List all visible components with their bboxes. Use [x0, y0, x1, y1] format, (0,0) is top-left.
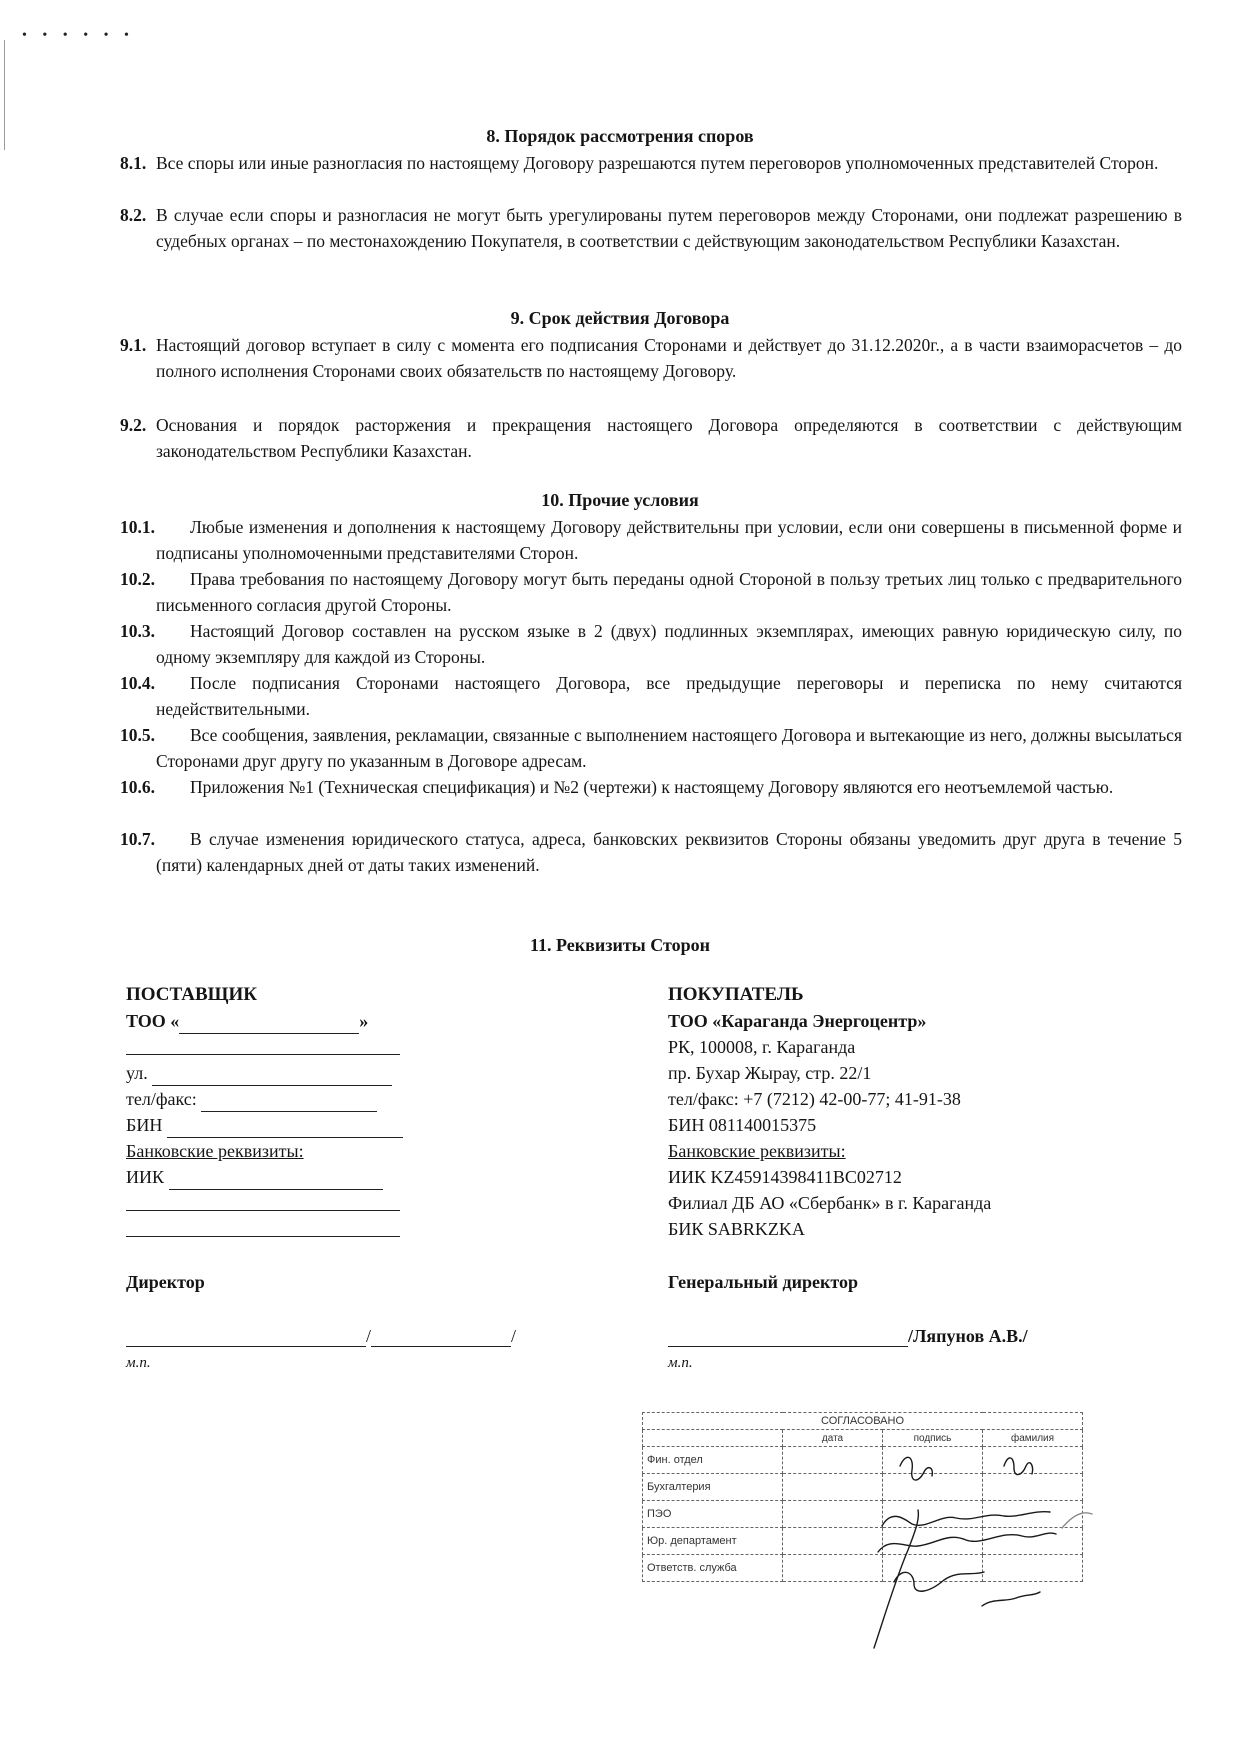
supplier-extra-line	[126, 1216, 416, 1242]
clause-text: Все споры или иные разногласия по настоящему Договору разрешаются путем переговоров уполномоченных представителей Сторон.	[156, 153, 1159, 173]
handwritten-signatures	[642, 1412, 1112, 1652]
approval-row-label: Юр. департамент	[643, 1528, 783, 1555]
supplier-bin-label: БИН	[126, 1115, 163, 1135]
approval-col-sign: подпись	[883, 1430, 983, 1447]
clause-10-4	[120, 670, 1182, 722]
clause-text: Основания и порядок расторжения и прекращения настоящего Договора определяются в соответствии с действующим законодательством Республики Казахстан.	[156, 415, 1182, 461]
supplier-street-label: ул.	[126, 1063, 148, 1083]
clause-text: Приложения №1 (Техническая спецификация) и №2 (чертежи) к настоящему Договору являются его неотъемлемой частью.	[190, 777, 1114, 797]
sign-separator: /	[511, 1326, 517, 1346]
supplier-company-line	[126, 1008, 416, 1034]
buyer-address-1: РК, 100008, г. Караганда	[668, 1037, 856, 1057]
approval-row-label: Ответств. служба	[643, 1555, 783, 1582]
buyer-phone: тел/факс: +7 (7212) 42-00-77; 41-91-38	[668, 1089, 961, 1109]
supplier-company-blank[interactable]	[179, 1015, 359, 1034]
buyer-details	[668, 982, 1168, 1242]
clause-10-3	[120, 618, 1182, 670]
clause-number: 10.7.	[120, 829, 155, 849]
signature-scribble	[894, 1572, 984, 1591]
clause-8-2	[120, 202, 1182, 254]
supplier-details	[126, 982, 416, 1242]
signature-scribble	[982, 1592, 1040, 1606]
clause-number: 8.2.	[120, 205, 147, 225]
signature-scribble	[1004, 1458, 1033, 1475]
approval-row-label: Бухгалтерия	[643, 1474, 783, 1501]
supplier-street-line	[126, 1060, 416, 1086]
approval-row-label: ПЭО	[643, 1501, 783, 1528]
clause-text: Настоящий Договор составлен на русском языке в 2 (двух) подлинных экземплярах, имеющих равную юридическую силу, по одному экземпляру для каждой из Стороны.	[156, 621, 1182, 667]
supplier-heading: ПОСТАВЩИК	[126, 984, 258, 1005]
supplier-extra-line	[126, 1190, 416, 1216]
signature-scribble	[878, 1533, 1056, 1552]
buyer-signature-blank[interactable]	[668, 1328, 908, 1347]
buyer-branch: Филиал ДБ АО «Сбербанк» в г. Караганда	[668, 1193, 992, 1213]
buyer-bik: БИК SABRKZKA	[668, 1219, 805, 1239]
approval-stamp	[642, 1412, 1080, 1632]
clause-number: 9.1.	[120, 335, 147, 355]
clause-text: В случае если споры и разногласия не могут быть урегулированы путем переговоров между Сторонами, они подлежат разрешению в судебных органах – по местонахождению Покупателя, в соответствии с действующим законодательством Республики Казахстан.	[156, 205, 1182, 251]
supplier-bank-label: Банковские реквизиты:	[126, 1141, 304, 1161]
approval-col-date: дата	[783, 1430, 883, 1447]
supplier-position: Директор	[126, 1272, 205, 1292]
clause-text: Права требования по настоящему Договору могут быть переданы одной Стороной в пользу третьих лиц только с предварительного письменного согласия другой Стороны.	[156, 569, 1182, 615]
clause-10-6	[120, 774, 1182, 800]
clause-number: 9.2.	[120, 415, 147, 435]
supplier-bin-line	[126, 1112, 416, 1138]
clause-10-1	[120, 514, 1182, 566]
clause-text: В случае изменения юридического статуса, адреса, банковских реквизитов Стороны обязаны уведомить друг друга в течение 5 (пяти) календарных дней от даты таких изменений.	[156, 829, 1182, 875]
signature-scribble	[1062, 1513, 1092, 1528]
buyer-signatory: /Ляпунов А.В./	[908, 1326, 1028, 1346]
supplier-company-prefix: ТОО «	[126, 1011, 180, 1031]
clause-number: 10.2.	[120, 569, 155, 589]
section-9-title: 9. Срок действия Договора	[510, 308, 730, 328]
section-10-title: 10. Прочие условия	[541, 490, 699, 510]
supplier-stamp-place: м.п.	[126, 1355, 151, 1371]
clause-number: 10.1.	[120, 517, 155, 537]
supplier-iik-label: ИИК	[126, 1167, 165, 1187]
blank-line	[126, 1054, 400, 1055]
blank-line	[126, 1236, 400, 1237]
buyer-signature-line	[668, 1326, 1028, 1347]
supplier-signature-line	[126, 1326, 526, 1347]
blank-line	[126, 1210, 400, 1211]
buyer-address-2: пр. Бухар Жырау, стр. 22/1	[668, 1063, 872, 1083]
sign-separator: /	[366, 1326, 372, 1346]
buyer-bin: БИН 081140015375	[668, 1115, 817, 1135]
supplier-iik-blank[interactable]	[169, 1171, 383, 1190]
clause-8-1	[120, 150, 1182, 176]
supplier-bin-blank[interactable]	[167, 1119, 403, 1138]
clause-text: Настоящий договор вступает в силу с момента его подписания Сторонами и действует до 31.12.2020г., а в части взаиморасчетов – до полного исполнения Сторонами своих обязательств по настоящему Договору.	[156, 335, 1182, 381]
clause-10-5	[120, 722, 1182, 774]
clause-9-2	[120, 412, 1182, 464]
buyer-position: Генеральный директор	[668, 1272, 858, 1292]
buyer-company: ТОО «Караганда Энергоцентр»	[668, 1011, 927, 1031]
supplier-phone-line	[126, 1086, 416, 1112]
supplier-phone-blank[interactable]	[201, 1093, 377, 1112]
clause-text: Все сообщения, заявления, рекламации, связанные с выполнением настоящего Договора и вытекающие из него, должны высылаться Сторонами друг другу по указанным в Договоре адресам.	[156, 725, 1182, 771]
approval-title: СОГЛАСОВАНО	[643, 1413, 1083, 1430]
clause-text: После подписания Сторонами настоящего Договора, все предыдущие переговоры и переписка по нему считаются недействительными.	[156, 673, 1182, 719]
supplier-iik-line	[126, 1164, 416, 1190]
clause-number: 10.6.	[120, 777, 155, 797]
signature-scribble	[900, 1457, 932, 1480]
clause-10-7	[120, 826, 1182, 878]
buyer-iik: ИИК KZ45914398411BC02712	[668, 1167, 902, 1187]
section-11-title: 11. Реквизиты Сторон	[530, 935, 710, 955]
buyer-heading: ПОКУПАТЕЛЬ	[668, 984, 804, 1005]
clause-10-2	[120, 566, 1182, 618]
scan-specks: • • • • • •	[22, 28, 135, 43]
clause-number: 10.5.	[120, 725, 155, 745]
supplier-name-blank[interactable]	[371, 1328, 511, 1347]
supplier-phone-label: тел/факс:	[126, 1089, 197, 1109]
approval-row-label: Фин. отдел	[643, 1447, 783, 1474]
buyer-stamp-place: м.п.	[668, 1355, 693, 1371]
buyer-bank-label: Банковские реквизиты:	[668, 1141, 846, 1161]
clause-number: 10.3.	[120, 621, 155, 641]
signature-scribble	[882, 1512, 1050, 1526]
supplier-street-blank[interactable]	[152, 1067, 392, 1086]
supplier-extra-line	[126, 1034, 416, 1060]
supplier-signature-blank[interactable]	[126, 1328, 366, 1347]
clause-9-1	[120, 332, 1182, 384]
approval-col-name: фамилия	[983, 1430, 1083, 1447]
clause-number: 10.4.	[120, 673, 155, 693]
clause-text: Любые изменения и дополнения к настоящему Договору действительны при условии, если они совершены в письменной форме и подписаны уполномоченными представителями Сторон.	[156, 517, 1182, 563]
supplier-company-suffix: »	[359, 1011, 369, 1031]
section-8-title: 8. Порядок рассмотрения споров	[486, 126, 754, 146]
clause-number: 8.1.	[120, 153, 147, 173]
